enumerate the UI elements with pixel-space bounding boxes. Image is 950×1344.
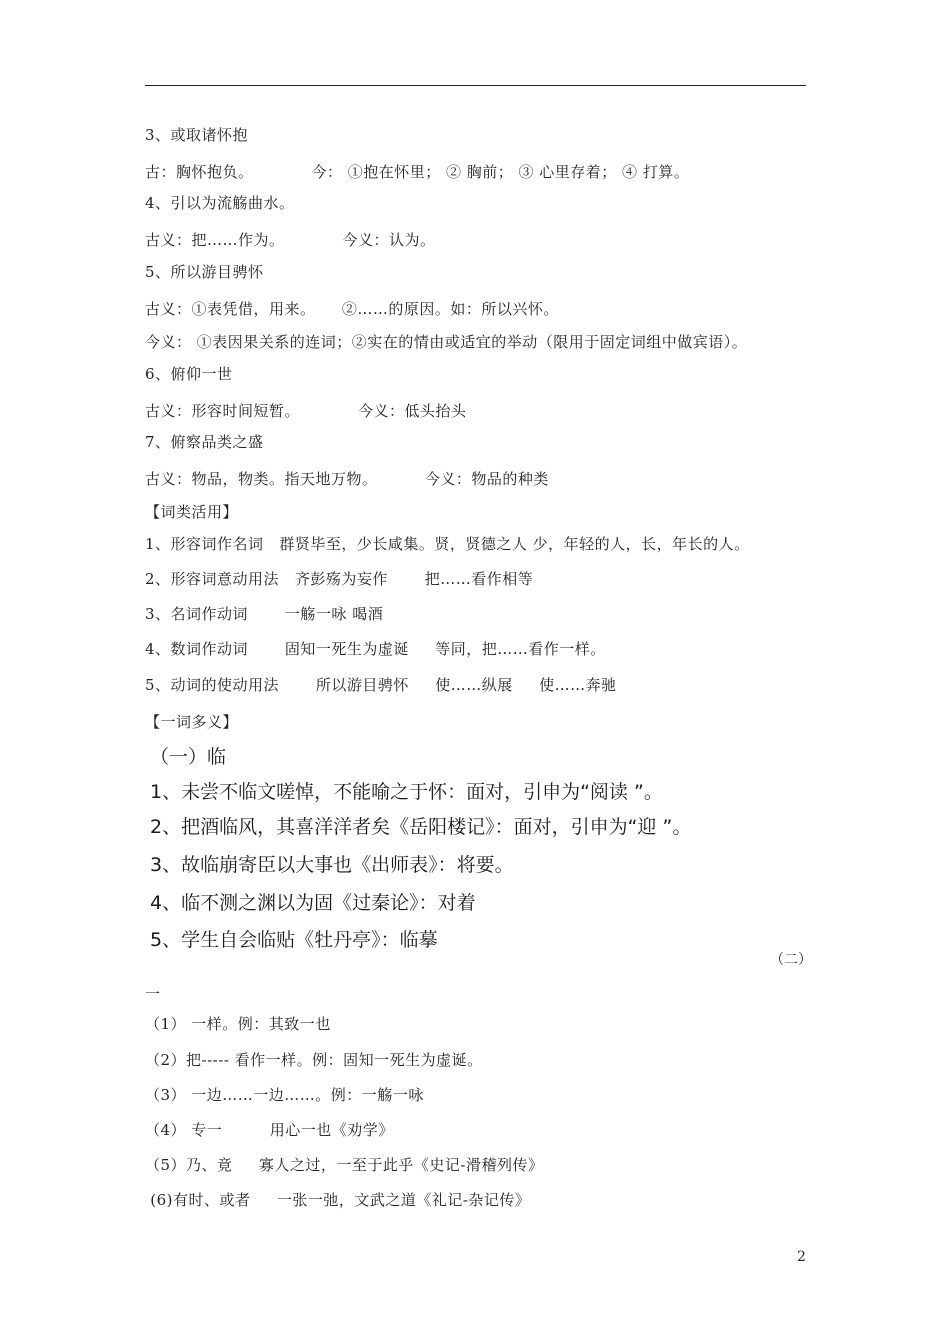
list-item: (6)有时、或者 一张一弛，文武之道《礼记-杂记传》 <box>145 1191 531 1209</box>
list-item: （2）把----- 看作一样。例：固知一死生为虚诞。 <box>145 1051 483 1069</box>
list-item: （3） 一边……一边……。例：一觞一咏 <box>145 1086 424 1104</box>
subsection-word: 一 <box>145 985 161 1003</box>
text-line: 古义：形容时间短暂。 今义：低头抬头 <box>145 402 467 420</box>
text-line: 古义：①表凭借，用来。 ②……的原因。如：所以兴怀。 <box>145 300 559 318</box>
text-line-large: 2、把酒临风，其喜洋洋者矣《岳阳楼记》：面对，引申为“迎 ”。 <box>150 816 692 838</box>
text-line: 6、俯仰一世 <box>145 365 233 383</box>
subsection-label: （二） <box>770 952 812 968</box>
text-line: 4、数词作动词 固知一死生为虚诞 等同，把……看作一样。 <box>145 640 606 658</box>
section-heading: 【词类活用】 <box>145 503 239 521</box>
text-line-large: 4、临不测之渊以为固《过秦论》：对着 <box>150 892 476 914</box>
text-line: 古义：物品，物类。指天地万物。 今义：物品的种类 <box>145 470 549 488</box>
text-line: 3、名词作动词 一觞一咏 喝酒 <box>145 605 384 623</box>
text-line: 2、形容词意动用法 齐彭殇为妄作 把……看作相等 <box>145 570 534 588</box>
text-line: 3、或取诸怀抱 <box>145 126 249 144</box>
text-line: 古义：把……作为。 今义：认为。 <box>145 231 436 249</box>
text-line: 古：胸怀抱负。 今： ①抱在怀里； ② 胸前； ③ 心里存着； ④ 打算。 <box>145 163 690 181</box>
header-rule <box>145 85 806 86</box>
text-line: 今义： ①表因果关系的连词；②实在的情由或适宜的举动（限用于固定词组中做宾语）。 <box>145 333 748 351</box>
list-item: （4） 专一 用心一也《劝学》 <box>145 1121 394 1139</box>
page-number: 2 <box>797 1249 806 1265</box>
text-line: 7、俯察品类之盛 <box>145 433 264 451</box>
text-line-large: 5、学生自会临贴《牡丹亭》：临摹 <box>150 929 438 951</box>
text-line-large: 1、未尝不临文嗟悼，不能喻之于怀：面对，引申为“阅读 ”。 <box>150 781 663 803</box>
section-heading: 【一词多义】 <box>145 713 239 731</box>
list-item: （5）乃、竟 寡人之过，一至于此乎《史记-滑稽列传》 <box>145 1156 544 1174</box>
text-line: 1、形容词作名词 群贤毕至，少长咸集。贤，贤德之人 少，年轻的人，长，年长的人。 <box>145 535 750 553</box>
text-line-large: 3、故临崩寄臣以大事也《出师表》：将要。 <box>150 854 514 876</box>
subsection-heading: （一）临 <box>150 746 227 768</box>
text-line: 5、动词的使动用法 所以游目骋怀 使……纵展 使……奔驰 <box>145 676 617 694</box>
text-line: 5、所以游目骋怀 <box>145 263 264 281</box>
list-item: （1） 一样。例：其致一也 <box>145 1015 331 1033</box>
text-line: 4、引以为流觞曲水。 <box>145 194 295 212</box>
